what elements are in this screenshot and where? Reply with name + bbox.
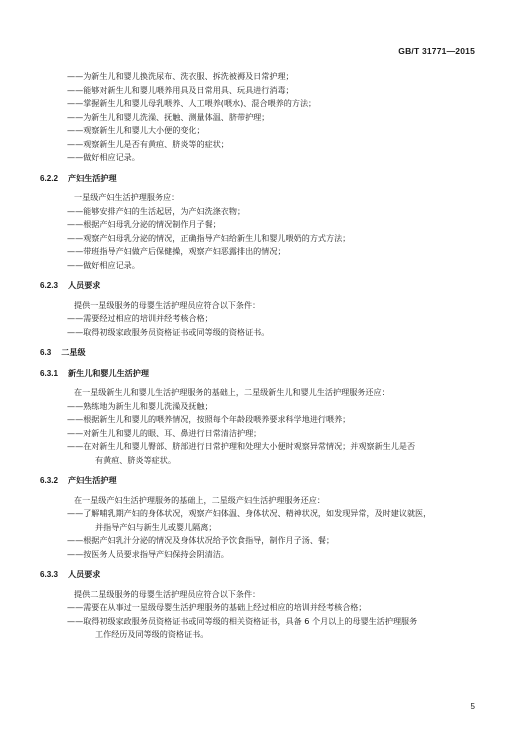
list-item: ——根据新生儿和婴儿的喂养情况，按照每个年龄段喂养要求科学地进行喂养；: [67, 414, 351, 424]
list-item: ——观察新生儿是否有黄疸、脐炎等的症状；: [67, 138, 229, 149]
section-title: 二星级: [61, 347, 86, 357]
list-item: ——取得初级家政服务员资格证书或同等级的资格证书。: [67, 326, 270, 337]
list-item: ——做好相应记录。: [67, 259, 140, 270]
section-number: 6.3: [40, 348, 52, 357]
document-body: [40, 70, 480, 642]
section-number: 6.3.1: [40, 368, 59, 378]
list-item-continuation: 并指导产妇与新生儿或婴儿隔离；: [95, 521, 217, 532]
list-item-continuation: 工作经历及同等级的资格证书。: [95, 629, 209, 639]
list-item: ——能够安排产妇的生活起居，为产妇洗涤衣物；: [67, 205, 246, 216]
paragraph: 在一星级产妇生活护理服务的基础上，二星级产妇生活护理服务还应：: [74, 494, 325, 505]
list-item: ——观察新生儿和婴儿大小便的变化；: [67, 125, 205, 135]
list-item: ——需要在从事过一星级母婴生活护理服务的基础上经过相应的培训并经考核合格；: [67, 602, 367, 612]
list-item: ——为新生儿和婴儿换洗尿布、洗衣服、拆洗被褥及日常护理；: [67, 71, 294, 81]
list-item: ——熟练地为新生儿和婴儿洗澡及抚触；: [67, 400, 213, 411]
list-item: ——掌握新生儿和婴儿母乳喂养、人工喂养(喂水)、混合喂养的方法；: [67, 98, 317, 108]
list-item: ——需要经过相应的培训并经考核合格；: [67, 313, 213, 323]
list-item: ——为新生儿和婴儿洗澡、抚触、测量体温、脐带护理；: [67, 111, 270, 122]
section-heading-6-2-2: [40, 172, 480, 186]
section-heading-6-3: [40, 346, 480, 360]
list-item: ——了解哺乳期产妇的身体状况，观察产妇体温、身体状况、精神状况，如发现异常，及时建议就医，: [67, 508, 432, 518]
list-item: ——能够对新生儿和婴儿喂养用具及日常用具、玩具进行消毒；: [67, 84, 294, 95]
list-item: ——带班指导产妇做产后保健操，观察产妇恶露排出的情况；: [67, 246, 286, 256]
section-number: 6.2.3: [40, 281, 59, 290]
paragraph: 在一星级新生儿和婴儿生活护理服务的基础上，二星级新生儿和婴儿生活护理服务还应：: [74, 387, 390, 397]
list-item-continuation: 有黄疸、脐炎等症状。: [95, 454, 176, 465]
list-item: ——取得初级家政服务员资格证书或同等级的相关资格证书，具备 6 个月以上的母婴生活护理服务: [67, 615, 418, 626]
list-item: ——根据产妇乳汁分泌的情况及身体状况给予饮食指导，制作月子汤、餐；: [67, 535, 335, 545]
page-number: 5: [470, 702, 475, 711]
section-number: 6.3.3: [40, 570, 59, 579]
section-number: 6.3.2: [40, 476, 59, 485]
standard-code: GB/T 31771—2015: [398, 46, 475, 56]
section-title: 人员要求: [68, 280, 101, 290]
list-continued: [40, 70, 480, 165]
list-item: ——按医务人员要求指导产妇保持会阴清洁。: [67, 548, 229, 559]
section-heading-6-3-3: [40, 568, 480, 582]
list-item: ——在对新生儿和婴儿臀部、脐部进行日常护理和处理大小便时观察异常情况；并观察新生儿是否: [67, 441, 416, 451]
section-title: 产妇生活护理: [68, 475, 117, 485]
paragraph: 提供二星级服务的母婴生活护理员应符合以下条件：: [74, 588, 261, 599]
section-number: 6.2.2: [40, 173, 59, 183]
section-heading-6-2-3: [40, 279, 480, 293]
paragraph: 一星级产妇生活护理服务应：: [74, 192, 180, 202]
section-title: 新生儿和婴儿生活护理: [68, 367, 149, 378]
list-item: ——观察产妇母乳分泌的情况，正确指导产妇给新生儿和婴儿喂奶的方式方法；: [67, 232, 351, 243]
list-item: ——做好相应记录。: [67, 152, 140, 162]
section-title: 产妇生活护理: [68, 172, 117, 183]
list-item: ——对新生儿和婴儿的眼、耳、鼻进行日常清洁护理；: [67, 427, 262, 438]
section-heading-6-3-2: [40, 474, 480, 488]
section-title: 人员要求: [68, 569, 101, 579]
section-heading-6-3-1: [40, 367, 480, 381]
paragraph: 提供一星级服务的母婴生活护理员应符合以下条件：: [74, 299, 261, 310]
list-item: ——根据产妇母乳分泌的情况制作月子餐；: [67, 219, 221, 229]
